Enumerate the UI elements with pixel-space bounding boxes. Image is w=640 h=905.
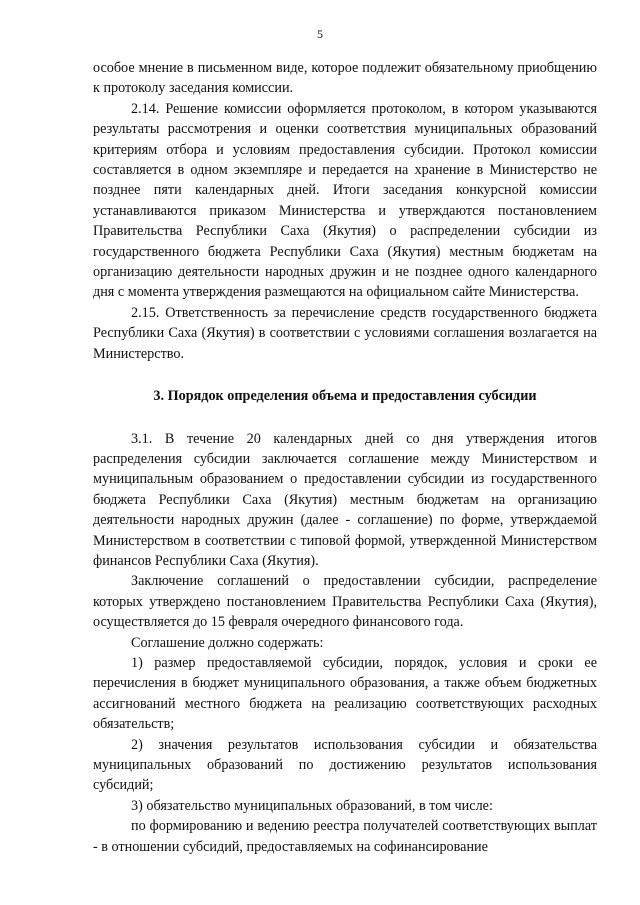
paragraph-registry: по формированию и ведению реестра получателей соответствующих выплат - в отношении субсидий, предоставляемых на софинансирование: [93, 818, 597, 855]
paragraph-agreement-contents: Соглашение должно содержать:: [131, 634, 324, 651]
paragraph-continuation: особое мнение в письменном виде, которое подлежит обязательному приобщению к протоколу заседания комиссии.: [93, 60, 597, 97]
paragraph-2-14: 2.14. Решение комиссии оформляется протоколом, в котором указываются результаты рассмотрения и оценки соответствия муниципальных образований критериям отбора и условиям предоставления субсидии. Протокол комиссии составляется в одном экземпляре и передается на хранение в Министерство не позднее пяти календарных дней. Итоги заседания конкурсной комиссии устанавливаются приказом Министерства и утверждаются постановлением Правительства Республики Саха (Якутия) о распределении субсидии из государственного бюджета Республики Саха (Якутия) местным бюджетам на организацию деятельности народных дружин и не позднее одного календарного дня с момента утверждения размещаются на официальном сайте Министерства.: [93, 100, 597, 301]
list-item-3: 3) обязательство муниципальных образований, в том числе:: [131, 797, 493, 814]
paragraph-2-15: 2.15. Ответственность за перечисление средств государственного бюджета Республики Саха (Якутия) в соответствии с условиями соглашения возлагается на Министерство.: [93, 304, 597, 362]
page-number: 5: [317, 27, 323, 41]
paragraph-agreement-deadline: Заключение соглашений о предоставлении субсидии, распределение которых утверждено постановлением Правительства Республики Саха (Якутия), осуществляется до 15 февраля очередного финансового года.: [93, 573, 597, 631]
list-item-1: 1) размер предоставляемой субсидии, порядок, условия и сроки ее перечисления в бюджет муниципального образования, а также объем бюджетных ассигнований местного бюджета на реализацию соответствующих расходных обязательств;: [93, 654, 597, 733]
paragraph-3-1: 3.1. В течение 20 календарных дней со дня утверждения итогов распределения субсидии заключается соглашение между Министерством и муниципальным образованием о предоставлении субсидии из государственного бюджета Республики Саха (Якутия) местным бюджетам на организацию деятельности народных дружин (далее - соглашение) по форме, утверждаемой Министерством в соответствии с типовой формой, утвержденной Министерством финансов Республики Саха (Якутия).: [93, 430, 597, 569]
document-body: [93, 58, 597, 857]
section-heading: 3. Порядок определения объема и предоставления субсидии: [153, 388, 537, 405]
list-item-2: 2) значения результатов использования субсидии и обязательства муниципальных образований по достижению результатов использования субсидий;: [93, 736, 597, 794]
